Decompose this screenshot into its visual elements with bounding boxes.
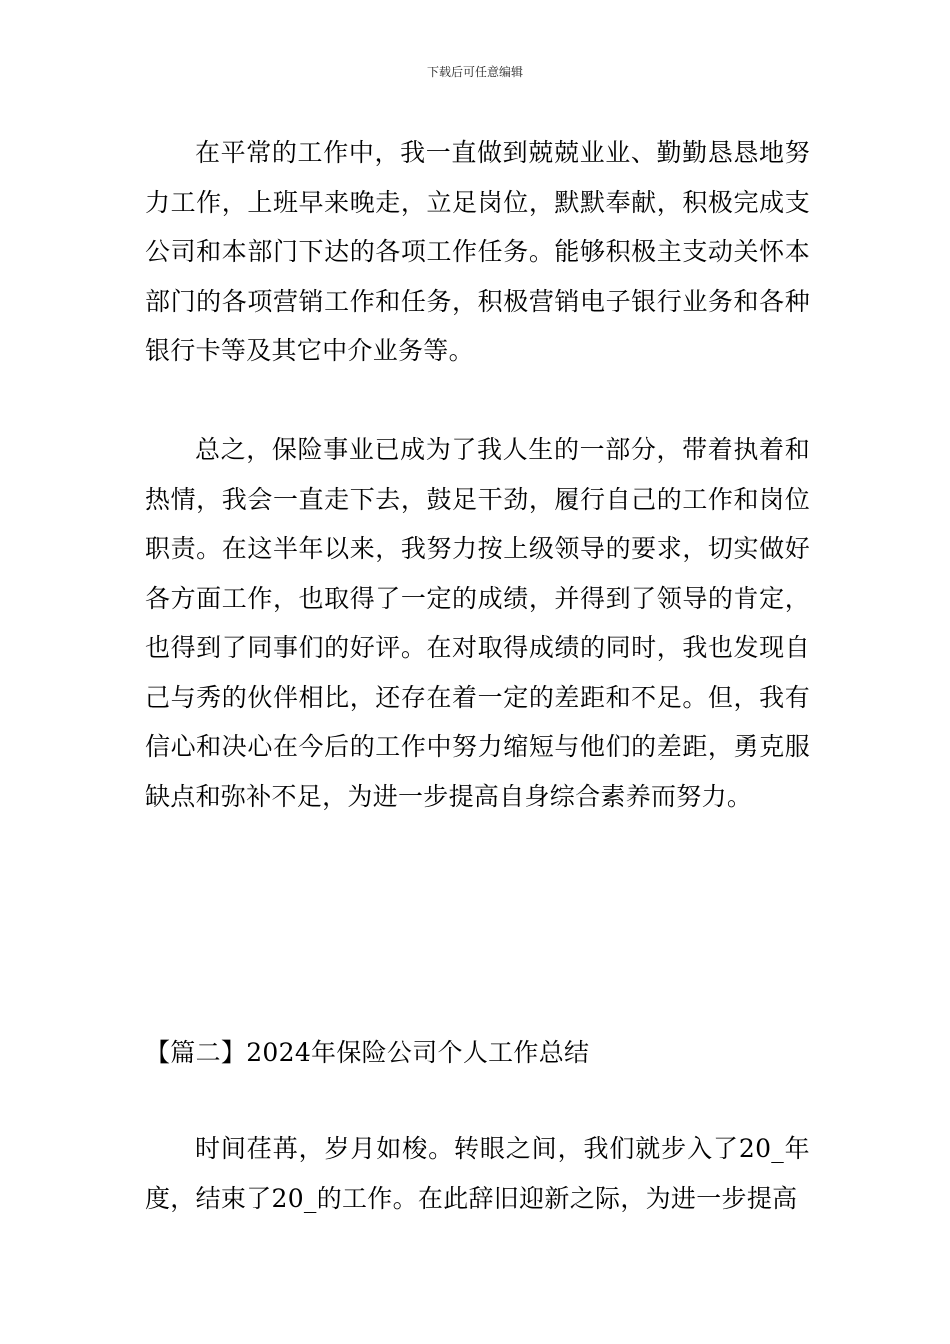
paragraph-summary: 总之，保险事业已成为了我人生的一部分，带着执着和热情，我会一直走下去，鼓足干劲，履行自己的工作和岗位职责。在这半年以来，我努力按上级领导的要求，切实做好各方面工作，也取得了一定的成绩，并得到了领导的肯定，也得到了同事们的好评。在对取得成绩的同时，我也发现自己与秀的伙伴相比，还存在着一定的差距和不足。但，我有信心和决心在今后的工作中努力缩短与他们的差距，勇克服缺点和弥补不足，为进一步提高自身综合素养而努力。: [145, 435, 810, 811]
section-heading: 【篇二】2024年保险公司个人工作总结: [145, 1038, 590, 1067]
page-header: 下载后可任意编辑: [426, 65, 523, 79]
paragraph-work-attitude: 在平常的工作中，我一直做到兢兢业业、勤勤恳恳地努力工作，上班早来晚走，立足岗位，默默奉献，积极完成支公司和本部门下达的各项工作任务。能够积极主支动关怀本部门的各项营销工作和任务，积极营销电子银行业务和各种银行卡等及其它中介业务等。: [145, 138, 810, 365]
section-paragraph: 时间荏苒，岁月如梭。转眼之间，我们就步入了20_年度，结束了20_的工作。在此辞旧迎新之际，为进一步提高: [145, 1134, 810, 1213]
